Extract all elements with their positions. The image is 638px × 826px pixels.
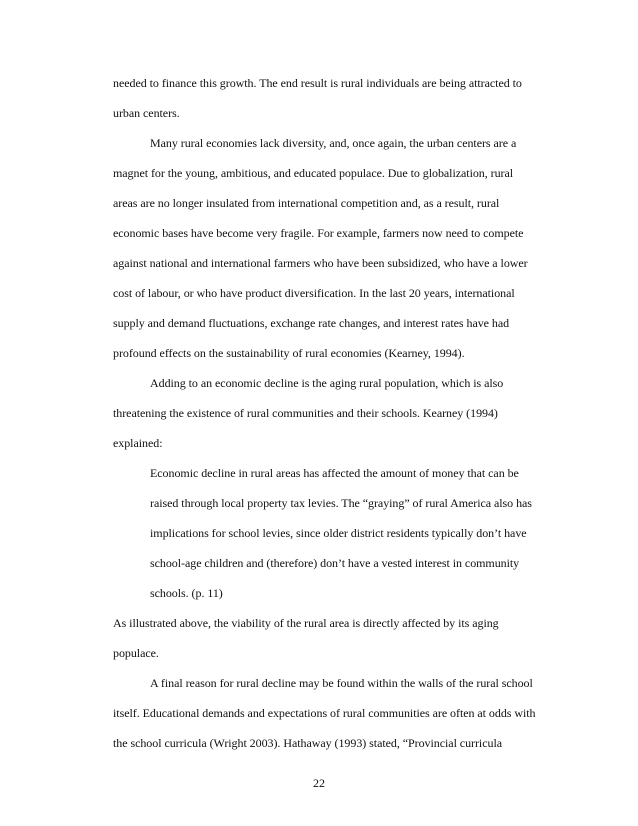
block-quote-line: raised through local property tax levies. The “graying” of rural America also has: [150, 496, 532, 510]
paragraph-first-line: Many rural economies lack diversity, and, once again, the urban centers are a: [150, 136, 517, 150]
text-line: populace.: [113, 646, 159, 660]
block-quote-line: school-age children and (therefore) don’t have a vested interest in community: [150, 556, 520, 570]
text-line: explained:: [113, 436, 163, 450]
text-line: areas are no longer insulated from international competition and, as a result, rural: [113, 196, 500, 210]
page-number: 22: [313, 776, 325, 790]
text-line: supply and demand fluctuations, exchange rate changes, and interest rates have had: [113, 316, 510, 330]
text-line: needed to finance this growth. The end result is rural individuals are being attracted to: [113, 76, 522, 90]
block-quote-line: implications for school levies, since older district residents typically don’t have: [150, 526, 527, 540]
paragraph-first-line: A final reason for rural decline may be found within the walls of the rural school: [150, 676, 533, 690]
text-line: magnet for the young, ambitious, and educated populace. Due to globalization, rural: [113, 166, 514, 180]
text-line: the school curricula (Wright 2003). Hathaway (1993) stated, “Provincial curricula: [113, 736, 502, 750]
block-quote-line: schools. (p. 11): [150, 586, 223, 600]
text-line: urban centers.: [113, 106, 180, 120]
text-line: cost of labour, or who have product diversification. In the last 20 years, international: [113, 286, 515, 300]
paragraph-first-line: Adding to an economic decline is the aging rural population, which is also: [150, 376, 504, 390]
text-line: against national and international farmers who have been subsidized, who have a lower: [113, 256, 528, 270]
text-line: economic bases have become very fragile. For example, farmers now need to compete: [113, 226, 524, 240]
text-line: As illustrated above, the viability of the rural area is directly affected by its aging: [113, 616, 499, 630]
text-line: threatening the existence of rural communities and their schools. Kearney (1994): [113, 406, 498, 420]
text-line: itself. Educational demands and expectations of rural communities are often at odds with: [113, 706, 536, 720]
text-line: profound effects on the sustainability of rural economies (Kearney, 1994).: [113, 346, 465, 360]
block-quote-line: Economic decline in rural areas has affected the amount of money that can be: [150, 466, 519, 480]
